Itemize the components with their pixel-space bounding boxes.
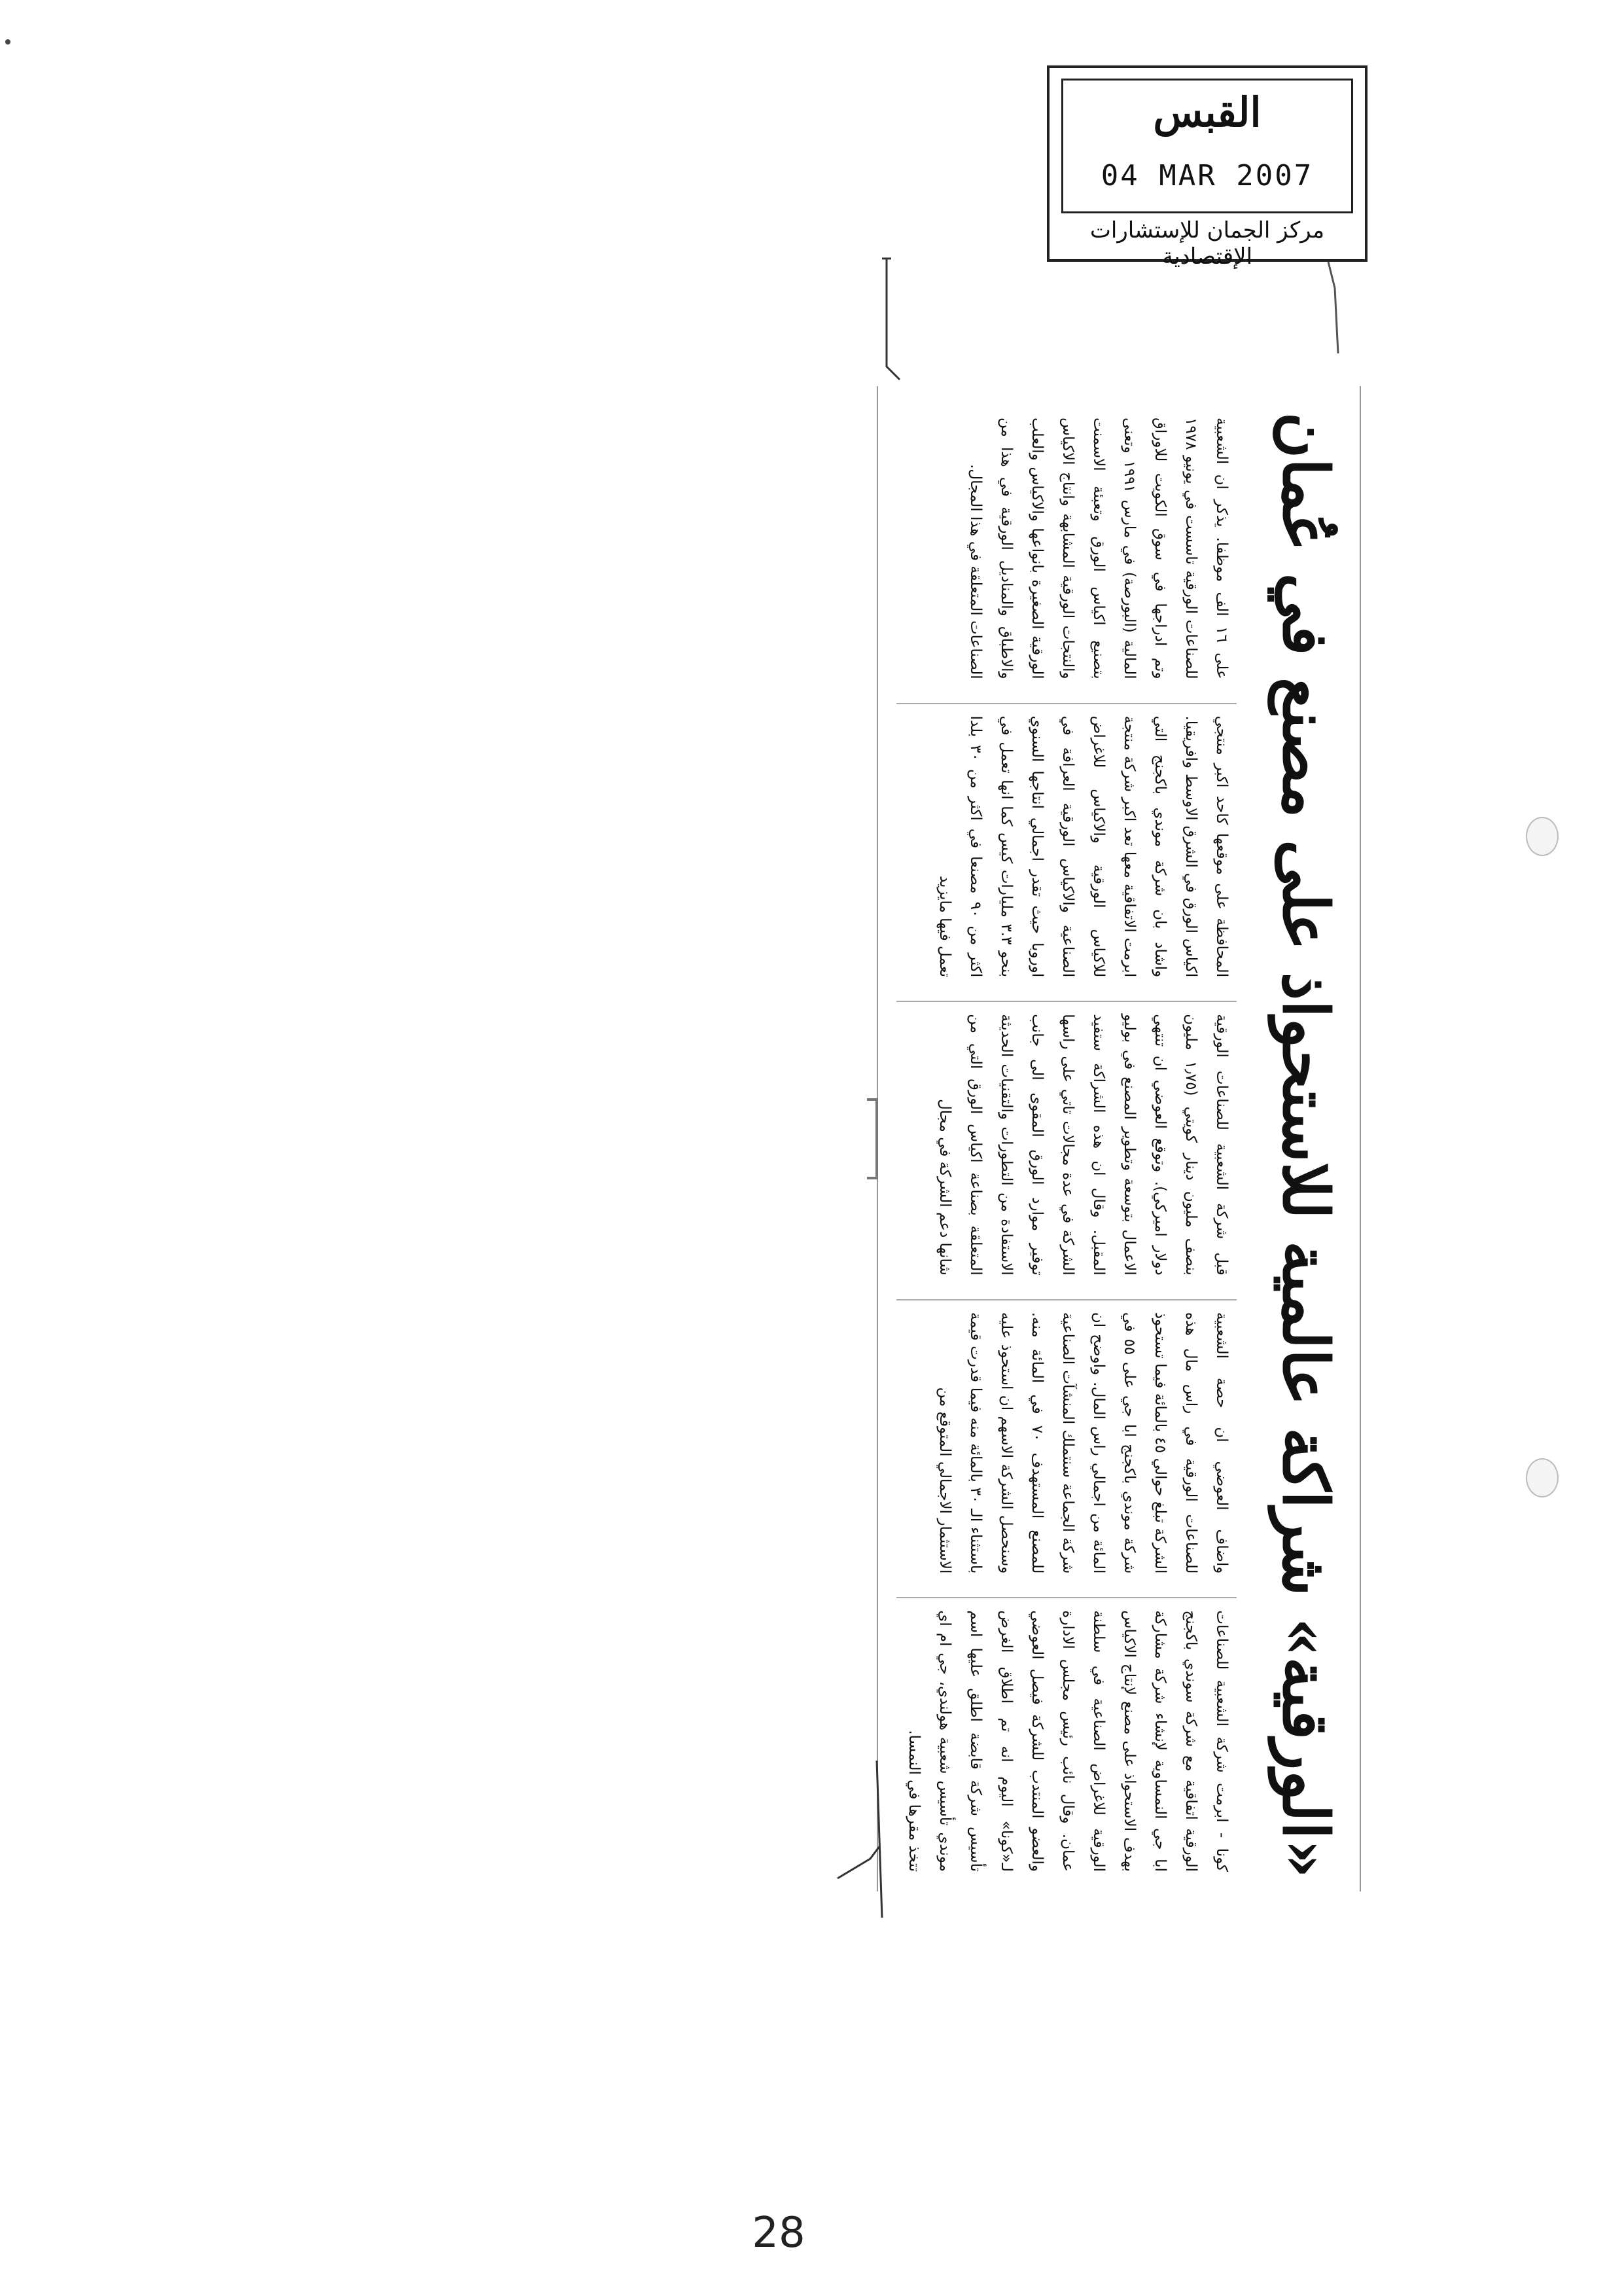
- column-text: المحافظة على موقعها كاحد اكبر منتجي اكياس الورق في الشرق الاوسط وافريقيا. واشاد بان شركة موندي باكجنج التي ابرمت الاتفاقية معها تعد اكبر شركة منتجة للاكياس الورقية والاكياس للاغراض الصناعية والاكياس الورقية العرافة في اوروبا حيث تقدر اجمالي انتاجها السنوي بنحو ٣.٣ مليارات كيس كما انها تعمل في اكثر من ٩٠ مصنعا في اكثر من ٣٠ بلدا تعمل فيها مايزيد: [936, 715, 1230, 978]
- column-text: كونا - ابرمت شركة الشعبية للصناعات الورقية اتفاقية مع شركة سوندي باكجنج ابا جي النمساوية لإنشاء شركة مشاركة بهدف الاستحواذ على مصنع لإنتاج الاكياس الورقية للاغراض الصناعية في سلطنة عمان. وقال نائب رئيس مجلس الادارة والعضو المنتدب للشركة فيصل العوضي لـ«كونا» اليوم انه تم اطلاق الغرض تأسيس شركة قابضة اطلق عليها اسم موندي تأسيس شعبية هولندي، جي ام اي تتخذ مقرها في النمسا.: [906, 1610, 1230, 1872]
- stamp-logo: القبس: [1153, 88, 1262, 136]
- column-text: واضاف العوضي ان حصة الشعبية للصناعات الورقية في راس مال هذه الشركة تبلغ حوالي ٤٥ بالمائة فيما تستحوذ شركة موندي باكجنج ابا جي على ٥٥ في المائة من اجمالي راس المال. واوضح ان شركة الجماعة سنتملك المنشآت الصناعية للمصنع المستهدف ٧٠ في المائة منه. وسنحصل الشركة الاسهم ان استحوذ عليه باستثناء الـ ٣٠ بالمائة منه فيما قدرت قيمة الاستثمار الاجمالي المتوقع من: [936, 1312, 1230, 1574]
- column-text: قبل شركة الشعبية للصناعات الورقية بنصف مليون دينار كويتي (١٫٧٥ مليون دولار اميركي). وتوقع العوضي ان تنتهي الاعمال بتوسعة وتطوير المصنع في بوليو المقبل. وقال ان هذه الشراكة ستفيد الشركة في عدة مجالات تاتي على راسها توفير موارد الورق المقوى الى جانب الاستفادة من التطورات والتقنيات الحديثة المتعلقة بصناعة اكياس الورق التي من شانها دعم الشركة في مجال: [936, 1014, 1230, 1276]
- column-text: على ١٦ الف موظفا. يذكر ان الشعبية للصناعات الورقية تاسست في يونيو ١٩٧٨ وتم ادراجها في سوق الكويت للاوراق المالية (البورصة) في مارس ١٩٩١ وتعنى بتصنيع اكياس الورق وتعبئة الاسمنت والنتجات الورقية المشابهة وانتاج الاكياس الورقية الصغيرة بانواعها والاكياس والعلب والاطباق والمناديل الورقية في هذا من الصناعات المتعلقة في هذا المجال.: [967, 418, 1230, 679]
- stamp-date: 04 MAR 2007: [1101, 159, 1314, 192]
- article-headline: «الورقية» شراكة عالمية للاستحواذ على مصنع في عُمان: [1269, 412, 1343, 1878]
- stamp-label: مركز الجمان للإستشارات الإقتصادية: [1089, 217, 1325, 270]
- page-number: 28: [752, 2209, 805, 2257]
